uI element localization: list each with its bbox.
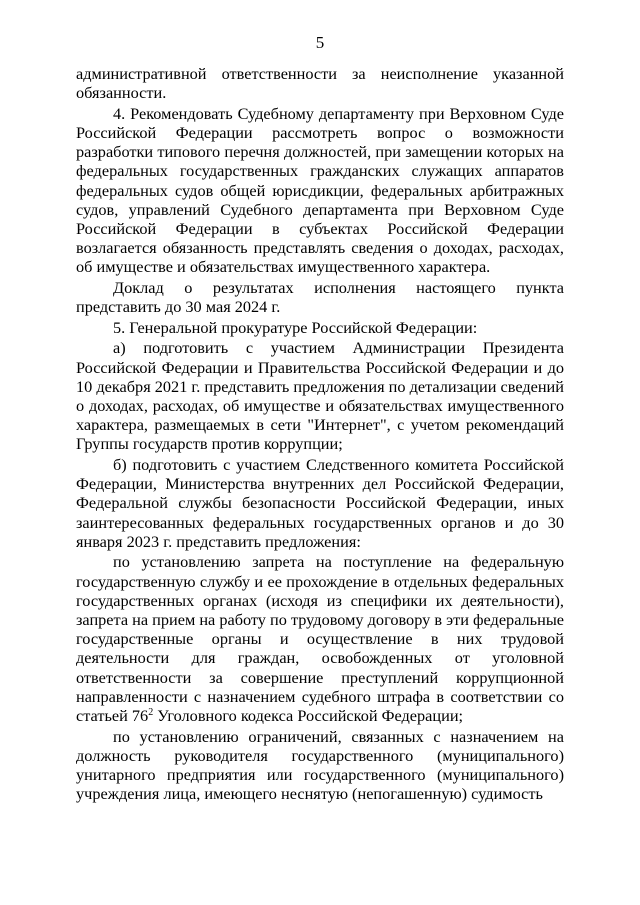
paragraph-continuation xyxy=(76,64,564,102)
paragraph-text: административной ответственности за неисполнение указанной обязанности. xyxy=(76,64,564,103)
paragraph-subitem-b xyxy=(76,455,564,551)
superscript: 2 xyxy=(148,707,154,719)
paragraph-text: 4. Рекомендовать Судебному департаменту при Верховном Суде Российской Федерации рассмотреть вопрос о возможности разработки типового перечня должностей, при замещении которых на федеральных государственных гражданских служащих аппаратов федеральных судов общей юрисдикции, федеральных арбитражных судов, управлений Судебного департамента при Верховном Суде Российской Федерации в субъектах Российской Федерации возлагается обязанность представлять сведения о доходах, расходах, об имуществе и обязательствах имущественного характера. xyxy=(76,103,564,277)
document-body xyxy=(76,64,564,805)
paragraph-text-tail: Уголовного кодекса Российской Федерации; xyxy=(153,706,464,726)
paragraph-proposal-restrictions xyxy=(76,727,564,804)
paragraph-report-deadline xyxy=(76,278,564,316)
paragraph-text: Доклад о результатах исполнения настоящего пункта представить до 30 мая 2024 г. xyxy=(76,278,564,317)
paragraph-item-5 xyxy=(76,318,564,337)
paragraph-text: по установлению запрета на поступление на федеральную государственную службу и ее прохождение в отдельных федеральных государственных органах (исходя из специфики их деятельности), запрета на прием на работу по трудовому договору в эти федеральные государственные органы и осуществление в них трудовой деятельности для граждан, освобожденных от уголовной ответственности за совершение преступлений коррупционной направленности с назначением судебного штрафа в соответствии со статьей 76 xyxy=(76,552,564,726)
paragraph-item-4 xyxy=(76,104,564,277)
paragraph-text: б) подготовить с участием Следственного комитета Российской Федерации, Министерства внутренних дел Российской Федерации, Федеральной службы безопасности Российской Федерации, иных заинтересованных федеральных государственных органов и до 30 января 2023 г. представить предложения: xyxy=(76,455,564,551)
paragraph-text: 5. Генеральной прокуратуре Российской Федерации: xyxy=(113,317,478,337)
paragraph-proposal-ban xyxy=(76,552,564,725)
paragraph-text: по установлению ограничений, связанных с назначением на должность руководителя государственного (муниципального) унитарного предприятия или государственного (муниципального) учреждения лица, имеющего неснятую (непогашенную) судимость xyxy=(76,726,564,804)
paragraph-subitem-a xyxy=(76,338,564,453)
page-number: 5 xyxy=(315,33,325,52)
paragraph-text: а) подготовить с участием Администрации Президента Российской Федерации и Правительства Российской Федерации и до 10 декабря 2021 г. представить предложения по детализации сведений о доходах, расходах, об имуществе и обязательствах имущественного характера, размещаемых в сети "Интернет", с учетом рекомендаций Группы государств против коррупции; xyxy=(76,338,564,454)
